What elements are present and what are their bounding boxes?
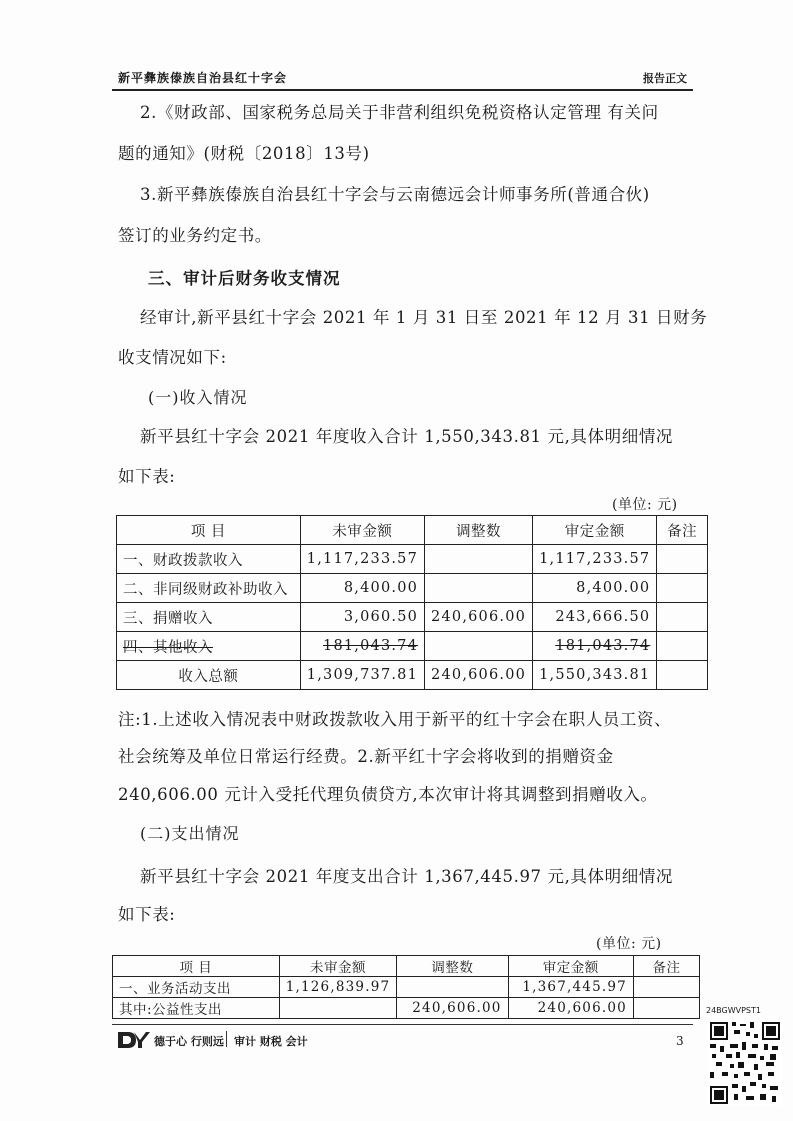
cell-unaudited: 3,060.50 — [300, 603, 424, 632]
row-label: 二、非同级财政补助收入 — [117, 574, 301, 603]
column-header: 项 目 — [113, 956, 280, 977]
paragraph-line: 题的通知》(财税〔2018〕13号) — [118, 144, 370, 163]
footer-slogan: 德于心 行则远 — [154, 1035, 224, 1048]
note-line: 注:1.上述收入情况表中财政拨款收入用于新平的红十字会在职人员工资、 — [118, 710, 672, 729]
cell-remark — [657, 574, 708, 603]
cell-adjustment — [425, 545, 533, 574]
cell-unaudited: 1,126,839.97 — [279, 977, 397, 998]
column-header: 调整数 — [397, 956, 508, 977]
cell-unaudited: 1,309,737.81 — [300, 661, 424, 690]
column-header: 备注 — [633, 956, 699, 977]
header-label: 报告正文 — [643, 72, 687, 85]
firm-logo-icon — [116, 1029, 150, 1051]
row-label: 其中:公益性支出 — [113, 998, 280, 1019]
paragraph-line: 2.《财政部、国家税务总局关于非营利组织免税资格认定管理 有关问 — [140, 103, 659, 122]
cell-remark — [633, 998, 699, 1019]
table-row — [117, 545, 708, 574]
paragraph-line: 收支情况如下: — [118, 348, 227, 367]
note-line: 240,606.00 元计入受托代理负债贷方,本次审计将其调整到捐赠收入。 — [118, 785, 658, 804]
paragraph-line: 新平县红十字会 2021 年度收入合计 1,550,343.81 元,具体明细情况 — [140, 427, 674, 446]
note-line: 社会统筹及单位日常运行经费。2.新平红十字会将收到的捐赠资金 — [118, 747, 614, 766]
paragraph-line: 经审计,新平县红十字会 2021 年 1 月 31 日至 2021 年 12 月 31 日财务 — [140, 308, 708, 327]
table-row — [117, 603, 708, 632]
cell-unaudited: 8,400.00 — [300, 574, 424, 603]
cell-remark — [657, 603, 708, 632]
cell-audited: 8,400.00 — [533, 574, 657, 603]
cell-adjustment: 240,606.00 — [425, 603, 533, 632]
row-label: 一、财政拨款收入 — [117, 545, 301, 574]
table-row — [113, 977, 700, 998]
table-row — [117, 574, 708, 603]
paragraph-line: 如下表: — [118, 467, 176, 486]
subsection-heading: (二)支出情况 — [140, 824, 240, 843]
column-header: 项 目 — [117, 516, 301, 545]
row-label: 一、业务活动支出 — [113, 977, 280, 998]
expense-table — [112, 955, 700, 1019]
cell-adjustment: 240,606.00 — [425, 661, 533, 690]
row-label: 四、其他收入 — [117, 632, 301, 661]
cell-unaudited: 1,117,233.57 — [300, 545, 424, 574]
cell-adjustment — [425, 632, 533, 661]
cell-audited: 1,550,343.81 — [533, 661, 657, 690]
column-header: 审定金额 — [533, 516, 657, 545]
table-header-row — [113, 956, 700, 977]
footer-separator — [226, 1031, 227, 1047]
table-header-row — [117, 516, 708, 545]
paragraph-line: 新平县红十字会 2021 年度支出合计 1,367,445.97 元,具体明细情况 — [140, 867, 674, 886]
cell-audited: 1,367,445.97 — [508, 977, 633, 998]
cell-adjustment — [397, 977, 508, 998]
cell-adjustment: 240,606.00 — [397, 998, 508, 1019]
column-header: 调整数 — [425, 516, 533, 545]
cell-audited: 1,117,233.57 — [533, 545, 657, 574]
header-org-name: 新平彝族傣族自治县红十字会 — [118, 71, 288, 85]
cell-remark — [657, 661, 708, 690]
cell-audited: 181,043.74 — [533, 632, 657, 661]
subsection-heading: (一)收入情况 — [148, 388, 248, 407]
cell-unaudited: 181,043.74 — [300, 632, 424, 661]
table-row — [117, 632, 708, 661]
paragraph-line: 签订的业务约定书。 — [118, 226, 272, 245]
cell-audited: 243,666.50 — [533, 603, 657, 632]
qr-code-icon — [708, 1020, 782, 1106]
income-table-unit: (单位: 元) — [612, 497, 678, 513]
footer-services: 审计 财税 会计 — [234, 1035, 308, 1048]
paragraph-line: 3.新平彝族傣族自治县红十字会与云南德远会计师事务所(普通合伙) — [140, 185, 650, 204]
column-header: 未审金额 — [279, 956, 397, 977]
column-header: 备注 — [657, 516, 708, 545]
table-total-row — [117, 661, 708, 690]
cell-audited: 240,606.00 — [508, 998, 633, 1019]
header-divider — [112, 89, 693, 91]
cell-unaudited — [279, 998, 397, 1019]
cell-remark — [633, 977, 699, 998]
paragraph-line: 如下表: — [118, 905, 176, 924]
page-number: 3 — [676, 1034, 684, 1048]
row-label: 三、捐赠收入 — [117, 603, 301, 632]
column-header: 审定金额 — [508, 956, 633, 977]
footer-divider — [112, 1024, 693, 1025]
row-label: 收入总额 — [117, 661, 301, 690]
cell-remark — [657, 545, 708, 574]
income-table — [116, 515, 708, 690]
cell-adjustment — [425, 574, 533, 603]
qr-code-text: 24BGWVPST1 — [706, 1006, 761, 1015]
column-header: 未审金额 — [300, 516, 424, 545]
section-heading: 三、审计后财务收支情况 — [148, 269, 341, 288]
cell-remark — [657, 632, 708, 661]
table-row — [113, 998, 700, 1019]
expense-table-unit: (单位: 元) — [596, 936, 662, 952]
